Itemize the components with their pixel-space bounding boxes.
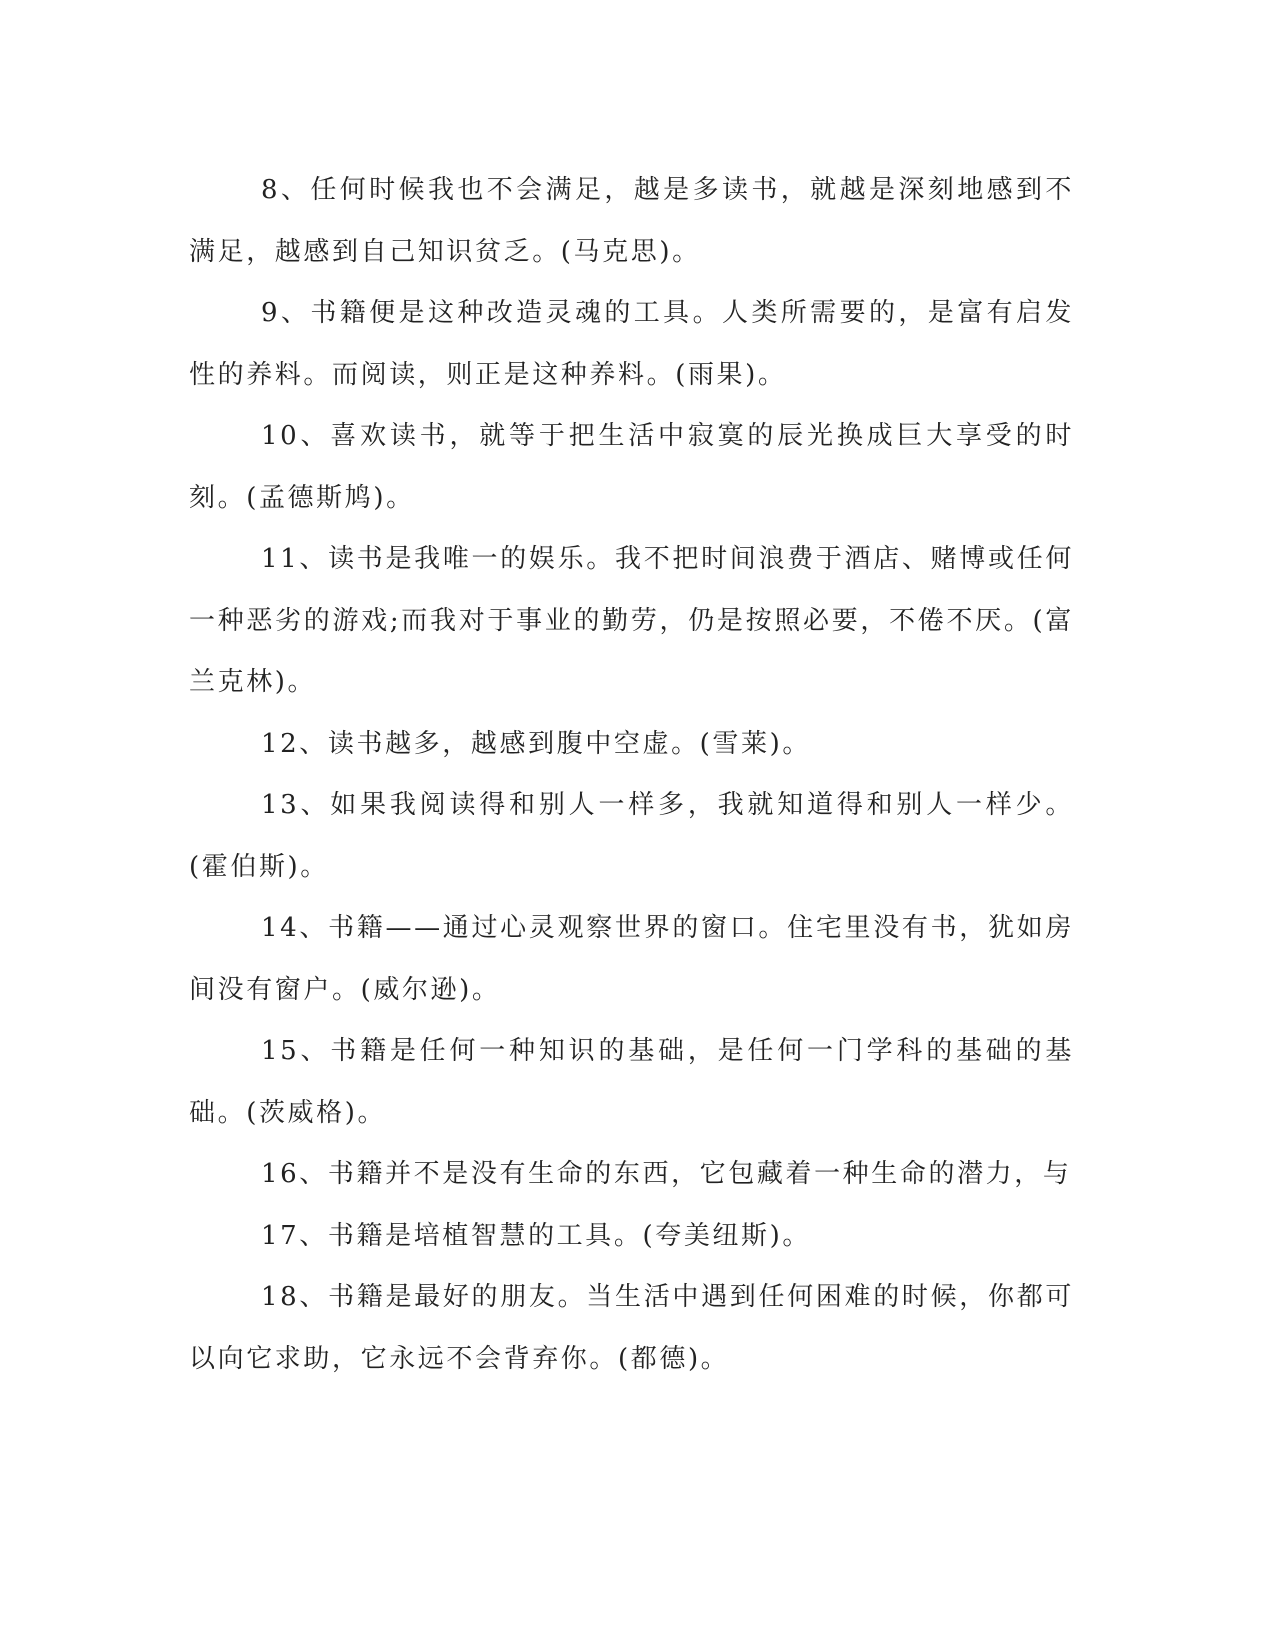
quote-paragraph-12: 12、读书越多，越感到腹中空虚。(雪莱)。 xyxy=(261,728,811,759)
quote-paragraph-13: 13、如果我阅读得和别人一样多，我就知道得和别人一样少。(霍伯斯)。 xyxy=(189,790,1074,882)
quote-paragraph-15: 15、书籍是任何一种知识的基础，是任何一门学科的基础的基础。(茨威格)。 xyxy=(189,1036,1074,1128)
quote-paragraph-10: 10、喜欢读书，就等于把生活中寂寞的辰光换成巨大享受的时刻。(孟德斯鸠)。 xyxy=(189,421,1074,513)
quote-list xyxy=(189,160,1074,1390)
quote-paragraph-18: 18、书籍是最好的朋友。当生活中遇到任何困难的时候，你都可以向它求助，它永远不会背弃你。(都德)。 xyxy=(189,1282,1074,1374)
quote-paragraph-9: 9、书籍便是这种改造灵魂的工具。人类所需要的，是富有启发性的养料。而阅读，则正是这种养料。(雨果)。 xyxy=(189,298,1074,390)
quote-paragraph-8: 8、任何时候我也不会满足，越是多读书，就越是深刻地感到不满足，越感到自己知识贫乏。(马克思)。 xyxy=(189,175,1074,267)
quote-paragraph-11: 11、读书是我唯一的娱乐。我不把时间浪费于酒店、赌博或任何一种恶劣的游戏;而我对于事业的勤劳，仍是按照必要，不倦不厌。(富兰克林)。 xyxy=(189,544,1074,697)
quote-paragraph-16: 16、书籍并不是没有生命的东西，它包藏着一种生命的潜力，与 xyxy=(261,1159,1072,1189)
quote-paragraph-17: 17、书籍是培植智慧的工具。(夸美纽斯)。 xyxy=(261,1220,811,1251)
quote-paragraph-14: 14、书籍——通过心灵观察世界的窗口。住宅里没有书，犹如房间没有窗户。(威尔逊)。 xyxy=(189,913,1074,1005)
